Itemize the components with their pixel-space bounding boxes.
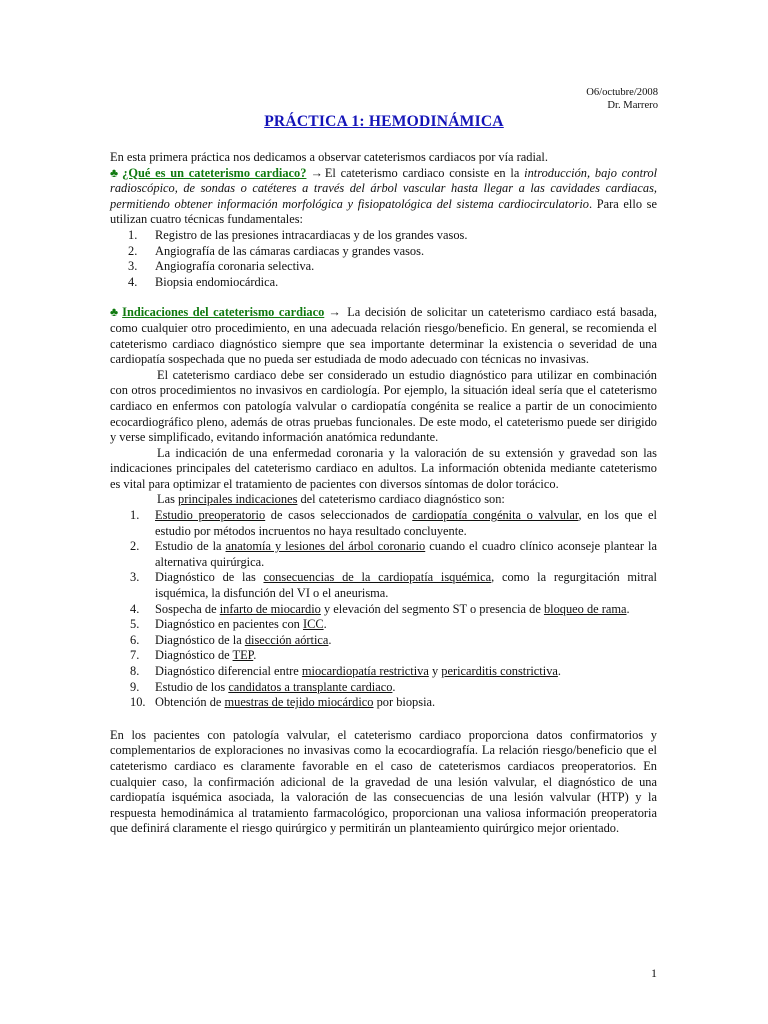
list-item-text: . [626,601,630,616]
section-what-is-definition: introducción, bajo control radioscópico, de sondas o catéteres a través del árbol vascular hasta llegar a las cavidades cardiacas, permitiendo obtener información morfológica y fisiopatológica del sistema cardiocirculatorio [110,165,658,211]
section-heading-indications: Indicaciones del cateterismo cardiaco [122,305,325,320]
underlined-term: candidatos a transplante cardiaco [228,679,393,694]
list-item-text: Sospecha de [155,601,220,616]
list-item [110,695,657,711]
underlined-term: infarto de miocardio [219,601,321,616]
arrow-right-icon: → [310,165,323,180]
page-number: 1 [651,966,657,980]
indications-p4-text: Las [157,492,178,507]
underlined-term: pericarditis constrictiva [441,664,558,678]
final-paragraph: En los pacientes con patología valvular, el cateterismo cardiaco proporciona datos confirmatorios y complementarios de exploraciones no invasivas como la ecocardiografía. La relación riesgo/beneficio que el cateterismo cardiaco es claramente favorable en el caso de cateterismos cardiacos preoperatorios. En cualquier caso, la confirmación adicional de la gravedad de una lesión valvular, el diagnóstico de una cardiopatía isquémica asociada, la valoración de las consecuencias de una lesión valvular (HTP) y la respuesta hemodinámica al tratamiento farmacológico, proporcionan una valiosa información preoperatoria que definirá claramente el riesgo quirúrgico y permitirán un planteamiento quirúrgico mejor orientado. [110,727,657,836]
list-item-text: . [392,679,396,694]
club-icon: ♣ [110,165,119,180]
page-title: PRÁCTICA 1: HEMODINÁMICA [264,113,504,130]
list-item-number: 3. [130,570,140,585]
list-item-text: Obtención de [155,695,225,710]
list-item-text: Diagnóstico en pacientes con [155,617,303,632]
list-item: 4. Biopsia endomiocárdica. [128,274,279,289]
list-item-text: por biopsia. [373,695,436,710]
indications-p1: La decisión de solicitar un cateterismo cardiaco está basada, como cualquier otro procedimiento, en una adecuada relación riesgo/beneficio. En general, se recomienda el cateterismo cardiaco diagnóstico siempre que sea importante determinar la existencia o severidad de una cardiopatía sospechada que no pueda ser estudiada de modo adecuado con técnicas no invasivas. [110,305,657,367]
list-item-text: Estudio de la [155,539,226,554]
underlined-term: Estudio preoperatorio [155,508,266,523]
header-date: O6/octubre/2008 [586,87,658,98]
list-item-number: 6. [130,632,140,647]
list-item-text: de casos seleccionados de [265,508,413,523]
list-item: 3. Angiografía coronaria selectiva. [128,259,315,274]
list-item-number: 10. [130,695,146,710]
list-item-number: 2. [130,539,140,554]
list-item-text: y elevación del segmento ST o presencia de [320,601,544,616]
indications-p3: La indicación de una enfermedad coronaria y la valoración de su extensión y gravedad son las indicaciones principales del cateterismo cardiaco en adultos. La información obtenida mediante cateterismo es vital para optimizar el tratamiento de pacientes con diversos síntomas de dolor torácico. [110,445,657,491]
indications-p4-underlined: principales indicaciones [178,492,298,507]
list-item-number: 8. [130,664,140,678]
intro-paragraph: En esta primera práctica nos dedicamos a observar cateterismos cardiacos por vía radial. [110,150,548,164]
indications-p4 [110,492,657,508]
list-item-text: Diagnóstico de [155,648,233,663]
list-item-text: . [328,632,332,647]
list-item-text: Angiografía coronaria selectiva. [155,259,315,274]
techniques-list [110,228,657,290]
list-item-number: 7. [130,648,140,663]
list-item [110,680,657,696]
list-item [110,664,657,680]
list-item [110,633,657,649]
list-item-text: Diagnóstico de las [155,570,264,585]
list-item-text: Estudio de los [155,679,229,694]
list-item [110,508,657,539]
list-item-text: Angiografía de las cámaras cardiacas y grandes vasos. [155,243,425,258]
list-item: 2. Angiografía de las cámaras cardiacas y grandes vasos. [128,243,425,258]
list-item-text: Diagnóstico de la [155,632,245,647]
list-item-text: cuando el cuadro clínico aconseje plantear la alternativa quirúrgica. [155,539,657,569]
underlined-term: disección aórtica [244,632,329,647]
list-item-text: . [253,648,257,663]
arrow-right-icon: → [328,305,341,320]
list-item [110,648,657,664]
list-item-number: 1. [130,508,140,523]
list-item [110,570,657,601]
underlined-term: miocardiopatía restrictiva [301,664,429,678]
section-what-is-text: El cateterismo cardiaco consiste en la [324,165,525,180]
indications-list [110,508,657,711]
list-item-number: 9. [130,679,140,694]
list-item-text: , como la regurgitación mitral isquémica, la disfunción del VI o el aneurisma. [155,570,657,601]
section-what-is-text-end: . Para ello se utilizan cuatro técnicas fundamentales: [110,196,657,227]
header-author: Dr. Marrero [607,100,658,112]
list-item-number: 5. [130,617,140,632]
list-item-text: Registro de las presiones intracardiacas y de los grandes vasos. [155,227,468,242]
list-item-text: y [428,664,442,678]
underlined-term: muestras de tejido miocárdico [224,695,374,710]
section-what-is-paragraph [110,166,657,228]
underlined-term: TEP [232,648,254,663]
list-item: 1. Registro de las presiones intracardiacas y de los grandes vasos. [128,227,468,242]
indications-p2: El cateterismo cardiaco debe ser considerado un estudio diagnóstico para utilizar en combinación con otros procedimientos no invasivos en cardiología. Por ejemplo, la situación ideal sería que el cateterismo cardiaco en enfermos con patología valvular o cardiopatía congénita se realice a partir de un conocimiento ecocardiográfico pleno, además de otras pruebas funcionales. De este modo, el cateterismo puede ser dirigido y verse simplificado, evitando información anatómica redundante. [110,367,657,445]
underlined-term: ICC [302,617,324,632]
underlined-term: bloqueo de rama [543,601,627,616]
list-item [110,617,657,633]
document-body [110,150,657,837]
list-item-number: 4. [130,601,140,616]
section-indications-paragraph [110,305,657,367]
list-item-text: . [557,664,561,678]
list-item-text: , en los que el estudio por métodos incruentos no haya resultado concluyente. [155,508,658,538]
underlined-term: anatomía y lesiones del árbol coronario [225,539,426,554]
underlined-term: consecuencias de la cardiopatía isquémica [263,570,492,585]
indications-p4-text-end: del cateterismo cardiaco diagnóstico son: [297,492,505,507]
list-item [110,602,657,618]
list-item-text: Diagnóstico diferencial entre [155,664,302,678]
section-heading-what-is: ¿Qué es un cateterismo cardiaco? [122,165,307,180]
document-header [586,86,658,112]
underlined-term: cardiopatía congénita o valvular [412,508,579,523]
list-item-text: . [323,617,327,632]
list-item-text: Biopsia endomiocárdica. [155,274,279,289]
list-item [110,539,657,570]
club-icon: ♣ [110,305,119,320]
